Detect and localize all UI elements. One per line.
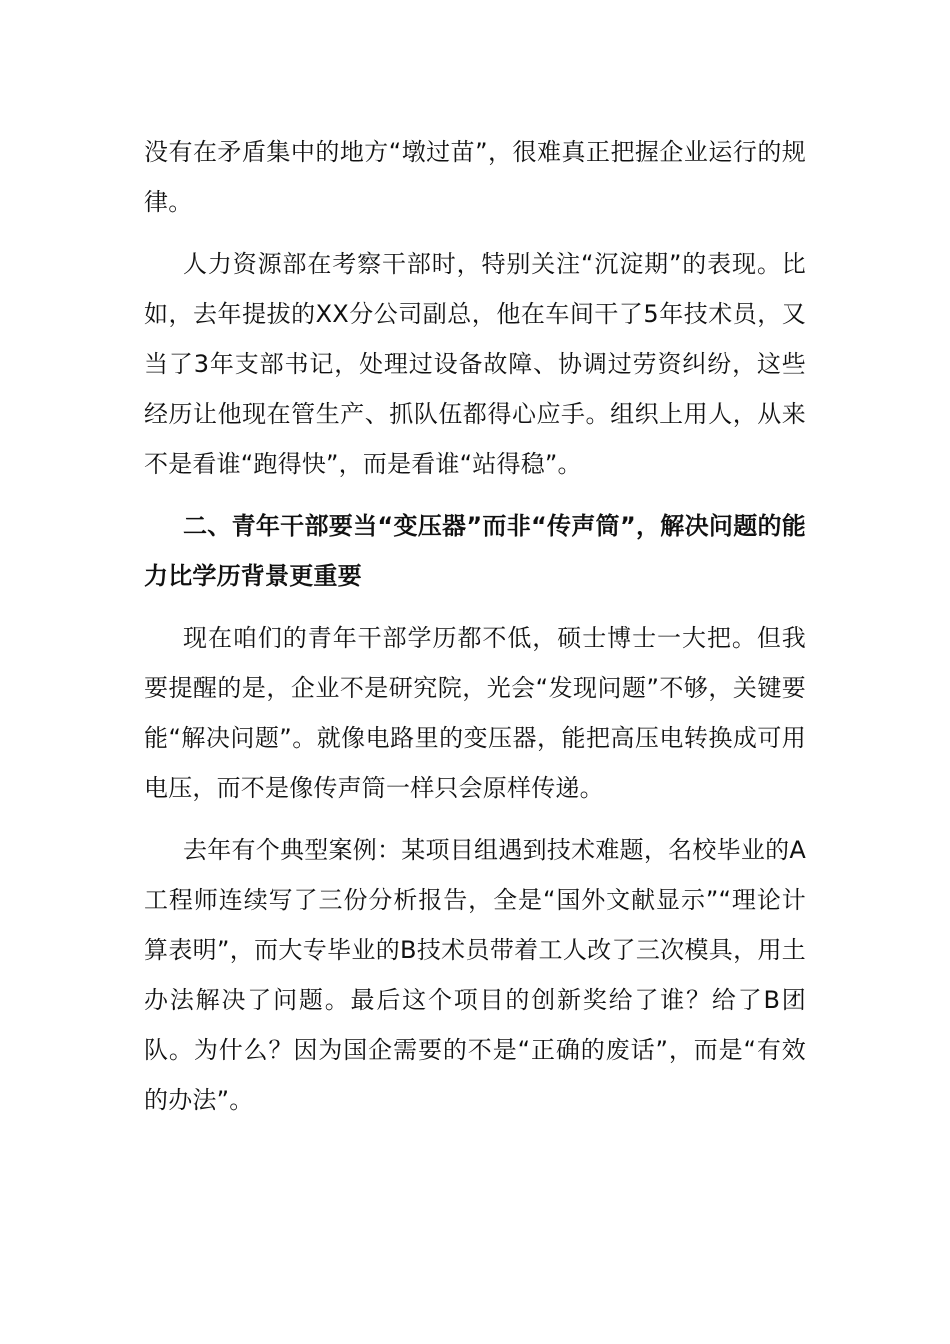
paragraph-transformer-analogy: 现在咱们的青年干部学历都不低，硕士博士一大把。但我要提醒的是，企业不是研究院，光会“发现问题”不够，关键要能“解决问题”。就像电路里的变压器，能把高压电转换成可用电压，而不是像传声筒一样只会原样传递。 <box>144 624 806 802</box>
paragraph-case-study: 去年有个典型案例：某项目组遇到技术难题，名校毕业的A工程师连续写了三份分析报告，全是“国外文献显示”“理论计算表明”，而大专毕业的B技术员带着工人改了三次模具，用土办法解决了问题。最后这个项目的创新奖给了谁？给了B团队。为什么？因为国企需要的不是“正确的废话”，而是“有效的办法”。 <box>144 836 806 1114</box>
document-body <box>144 127 806 1125</box>
paragraph-continuation: 没有在矛盾集中的地方“墩过苗”，很难真正把握企业运行的规律。 <box>144 138 806 216</box>
paragraph-hr-observation: 人力资源部在考察干部时，特别关注“沉淀期”的表现。比如，去年提拔的XX分公司副总，他在车间干了5年技术员，又当了3年支部书记，处理过设备故障、协调过劳资纠纷，这些经历让他现在管生产、抓队伍都得心应手。组织上用人，从来不是看谁“跑得快”，而是看谁“站得稳”。 <box>144 250 806 478</box>
section-heading-two: 二、青年干部要当“变压器”而非“传声筒”，解决问题的能力比学历背景更重要 <box>144 512 806 590</box>
